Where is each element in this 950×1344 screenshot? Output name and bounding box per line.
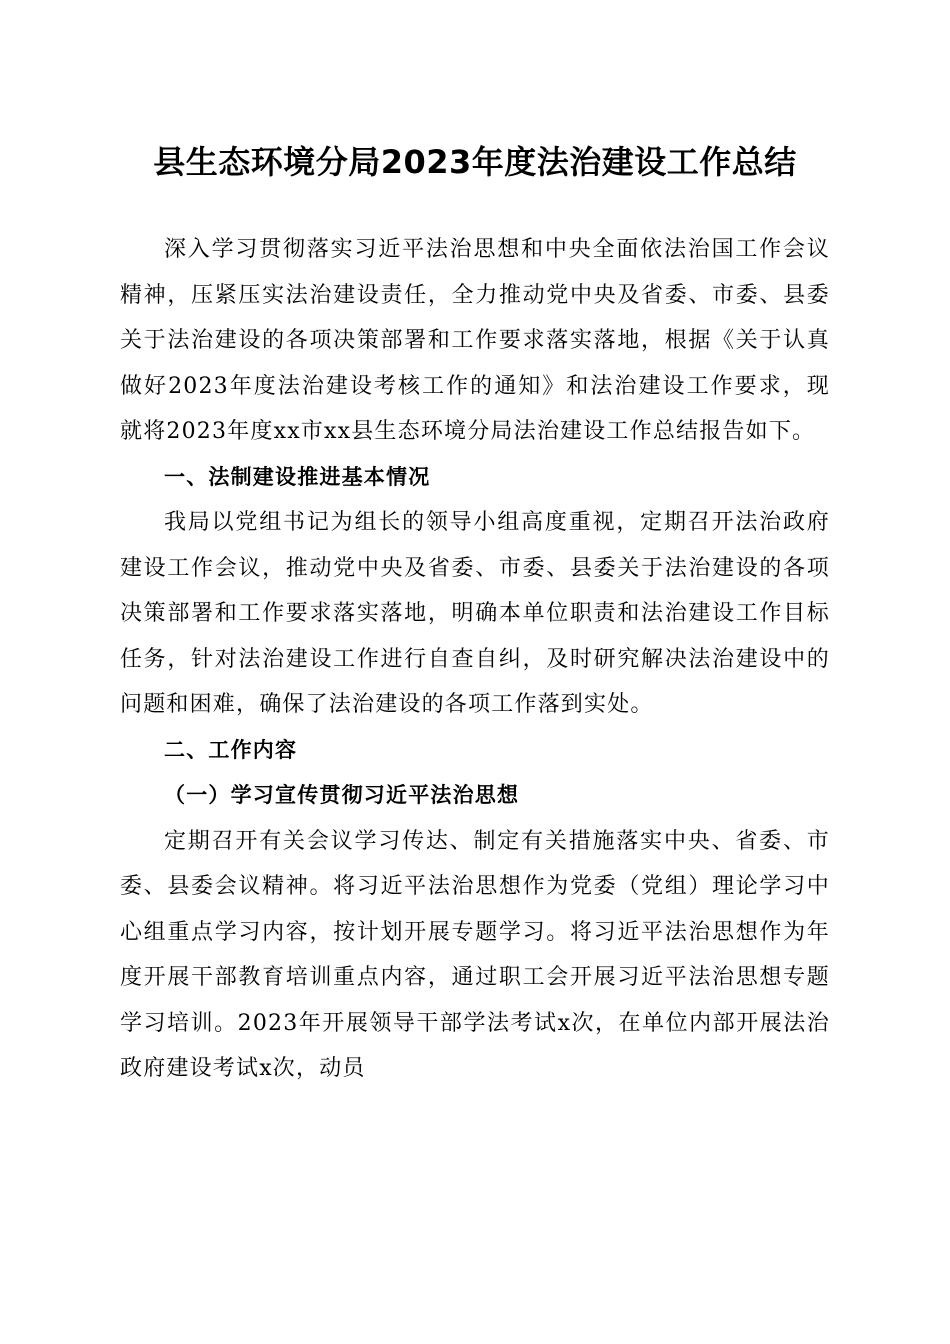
section-2-paragraph: 定期召开有关会议学习传达、制定有关措施落实中央、省委、市委、县委会议精神。将习近平法治思想作为党委（党组）理论学习中心组重点学习内容，按计划开展专题学习。将习近平法治思想作为年度开展干部教育培训重点内容，通过职工会开展习近平法治思想专题学习培训。2023年开展领导干部学法考试x次，在单位内部开展法治政府建设考试x次，动员 — [120, 828, 830, 1081]
section-1-heading: 一、法制建设推进基本情况 — [164, 464, 431, 489]
section-2-heading: 二、工作内容 — [164, 737, 298, 762]
section-1-paragraph: 我局以党组书记为组长的领导小组高度重视，定期召开法治政府建设工作会议，推动党中央及省委、市委、县委关于法治建设的各项决策部署和工作要求落实落地，明确本单位职责和法治建设工作目标任务，针对法治建设工作进行自查自纠，及时研究解决法治建设中的问题和困难，确保了法治建设的各项工作落到实处。 — [120, 510, 830, 717]
section-2-subheading-1: （一）学习宣传贯彻习近平法治思想 — [164, 783, 520, 807]
intro-paragraph: 深入学习贯彻落实习近平法治思想和中央全面依法治国工作会议精神，压紧压实法治建设责任，全力推动党中央及省委、市委、县委关于法治建设的各项决策部署和工作要求落实落地，根据《关于认真做好2023年度法治建设考核工作的通知》和法治建设工作要求，现就将2023年度xx市xx县生态环境分局法治建设工作总结报告如下。 — [120, 237, 830, 444]
document-body — [120, 227, 830, 1092]
document-title: 县生态环境分局2023年度法治建设工作总结 — [153, 143, 797, 181]
